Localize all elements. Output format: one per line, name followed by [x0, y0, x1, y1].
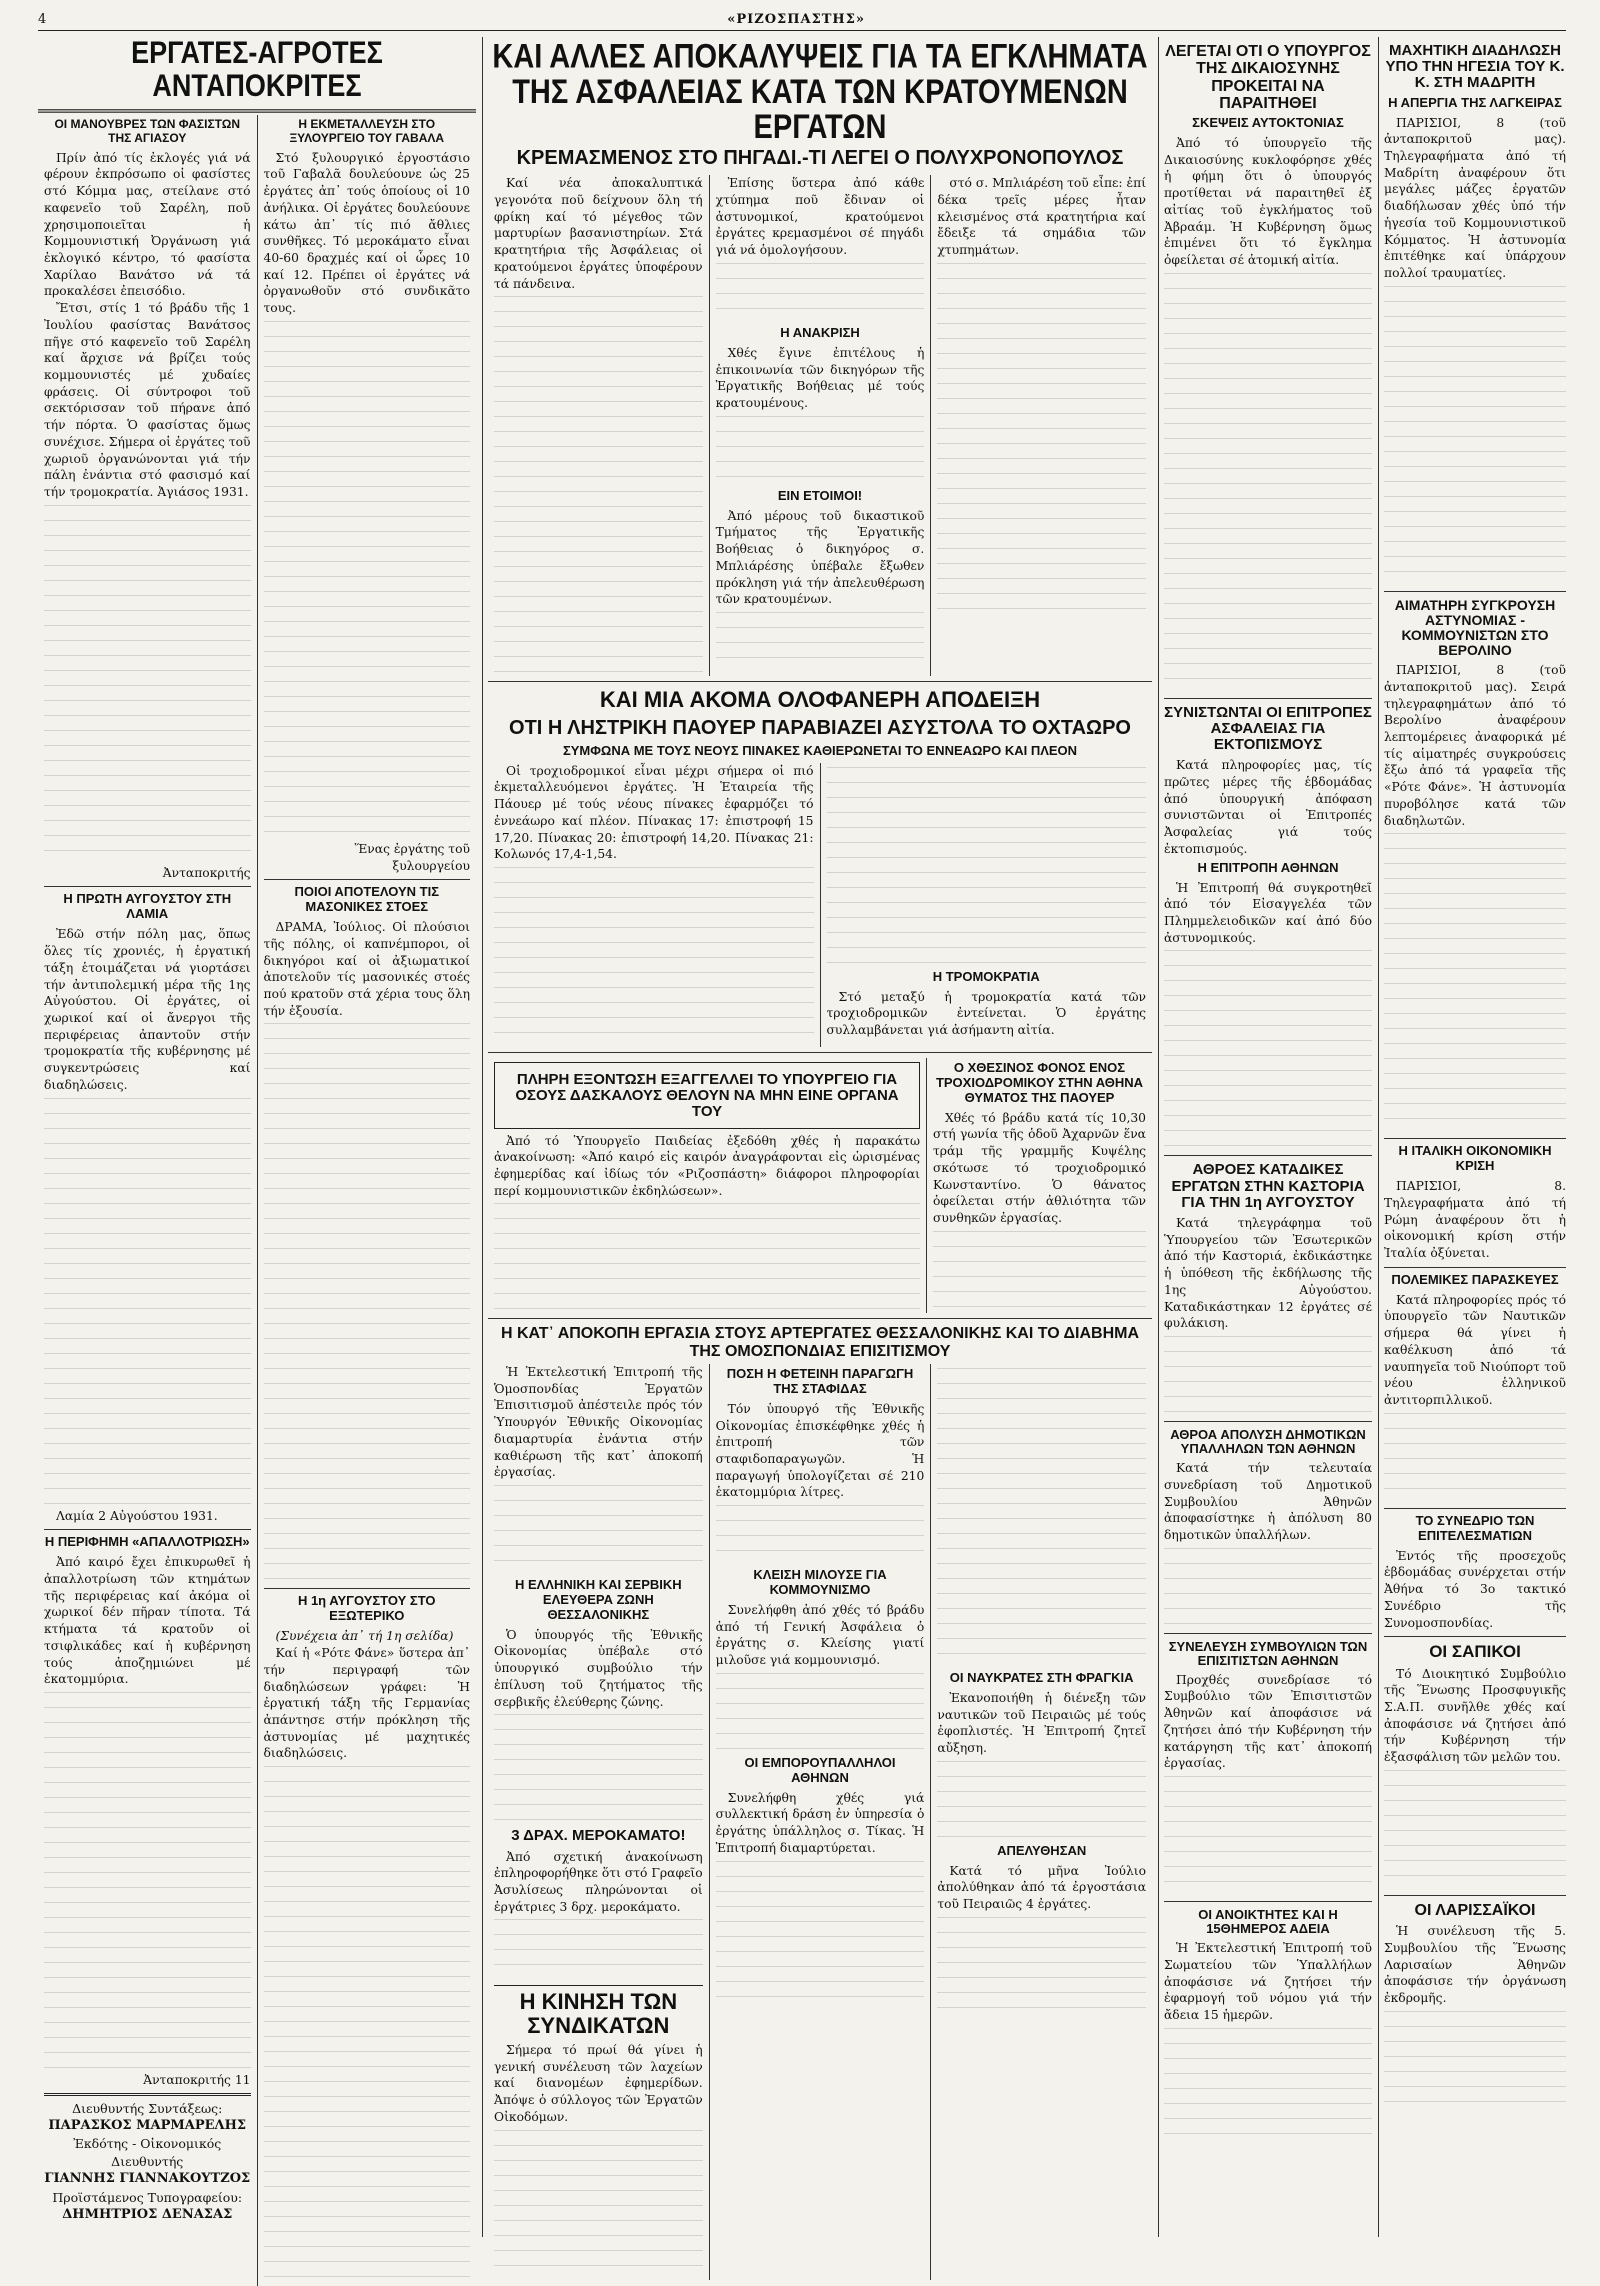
story-text: Κατά τηλεγράφημα τοῦ Ὑπουργείου τῶν Ἐσωτερικῶν ἀπό τήν Καστοριά, ἐκδικάστηκε ἡ ὑπόθεση τῆς ἐκδήλωσης τῆς 1ης Αὐγούστου. Καταδικάστηκαν 12 ἐργάτες σέ φυλάκιση. [1164, 1216, 1372, 1331]
story-text: Ἐντός τῆς προσεχοῦς ἑβδομάδας συνέρχεται στήν Ἀθήνα τό 3ο τακτικό Συνέδριο τῆς Συνομοσπονδίας. [1384, 1548, 1566, 1630]
story-text: ΠΑΡΙΣΙΟΙ, 8. Τηλεγραφήματα ἀπό τή Ρώμη ἀναφέρουν ὅτι ἡ οἰκονομική κρίση στήν Ἰταλία ὀξύνεται. [1384, 1179, 1566, 1261]
text-lines [44, 1098, 251, 1508]
credit-name: ΔΗΜΗΤΡΙΟΣ ΔΕΝΑΣΑΣ [62, 2207, 233, 2223]
page-number: 4 [38, 11, 47, 27]
story-title: Η ΤΡΟΜΟΚΡΑΤΙΑ [932, 968, 1040, 984]
story-text: Κατά πληροφορίες πρός τό ὑπουργεῖο τῶν Ναυτικῶν σήμερα θά γίνει ἡ καθέλκυση ἀπό τά ναυπηγεῖα τοῦ Νιούπορτ τοῦ νέου ἑλληνικοῦ ἀντιτορπιλλικοῦ. [1384, 1292, 1566, 1408]
correspondents-section [38, 37, 476, 2286]
story-subtitle: Η ΑΠΕΡΓΙΑ ΤΗΣ ΛΑΓΚΕΙΡΑΣ [1388, 94, 1562, 110]
story-title: ΑΘΡΟΕΣ ΚΑΤΑΔΙΚΕΣ ΕΡΓΑΤΩΝ ΣΤΗΝ ΚΑΣΤΟΡΙΑ ΓΙΑ ΤΗΝ 1η ΑΥΓΟΥΣΤΟΥ [1171, 1161, 1365, 1211]
section-subheadline: ΣΥΜΦΩΝΑ ΜΕ ΤΟΥΣ ΝΕΟΥΣ ΠΙΝΑΚΕΣ ΚΑΘΙΕΡΩΝΕΤΑΙ ΤΟ ΕΝΝΕΑΩΡΟ ΚΑΙ ΠΛΕΟΝ [562, 742, 1078, 758]
credit-name: ΠΑΡΑΣΚΟΣ ΜΑΡΜΑΡΕΛΗΣ [48, 2118, 247, 2134]
story-title: Η ΠΡΩΤΗ ΑΥΓΟΥΣΤΟΥ ΣΤΗ ΛΑΜΙΑ [63, 891, 232, 922]
story-text: Ἀπό τό ὑπουργεῖο τῆς Δικαιοσύνης κυκλοφόρησε χθές ἡ φήμη ὅτι ὁ ὑπουργός προτίθεται νά παραιτηθεῖ ἐξ αἰτίας τοῦ ἐγκλήματος τοῦ Ἀβραάμ. Ἡ Κυβέρνηση ὅμως ἐπιμένει ὅτι τό ἔγκλημα ὀφείλεται σέ ἀτομική αἰτία. [1164, 136, 1372, 268]
story-title: ΟΙ ΛΑΡΙΣΣΑΪΚΟΙ [1414, 1901, 1536, 1919]
byline: Λαμία 2 Αὐγούστου 1931. [56, 1508, 218, 1523]
credits [44, 2100, 251, 2225]
story-text: Κατά πληροφορίες μας, τίς πρῶτες μέρες τῆς ἑβδομάδας ἀπό ὑπουργική ἀπόφαση συνιστῶνται οἱ Ἐπιτροπές Ἀσφαλείας γιά τούς ἐκτοπισμούς. [1164, 758, 1372, 856]
story-title: 3 ΔΡΑΧ. ΜΕΡΟΚΑΜΑΤΟ! [511, 1827, 686, 1845]
story-subtitle: ΣΚΕΨΕΙΣ ΑΥΤΟΚΤΟΝΙΑΣ [1192, 115, 1344, 131]
story-title: ΕΙΝ ΕΤΟΙΜΟΙ! [777, 487, 863, 503]
story-title: ΟΙ ΜΑΝΟΥΒΡΕΣ ΤΩΝ ΦΑΣΙΣΤΩΝ ΤΗΣ ΑΓΙΑΣΟΥ [54, 117, 241, 145]
main-stories [488, 37, 1152, 2280]
story-title: Η ΠΕΡΙΦΗΜΗ «ΑΠΑΛΛΟΤΡΙΩΣΗ» [44, 1534, 250, 1550]
byline: Ἕνας ἐργάτης τοῦ ξυλουργείου [354, 841, 470, 873]
story-text: Προχθές συνεδρίασε τό Συμβούλιο τῶν Ἐπισιτιστῶν Ἀθηνῶν καί ἀποφάσισε νά ζητήσει ἀπό τήν Κυβέρνηση τήν κατάργηση τῆς κατ᾿ ἀποκοπή ἐργασίας. [1164, 1672, 1372, 1771]
story-title: Η ΚΑΤ᾿ ΑΠΟΚΟΠΗ ΕΡΓΑΣΙΑ ΣΤΟΥΣ ΑΡΤΕΡΓΑΤΕΣ ΘΕΣΣΑΛΟΝΙΚΗΣ ΚΑΙ ΤΟ ΔΙΑΒΗΜΑ ΤΗΣ ΟΜΟΣΠΟΝΔΙΑΣ ΕΠΙΣΙΤΙΣΜΟΥ [500, 1325, 1140, 1360]
column-4 [1164, 37, 1372, 2138]
masthead [38, 8, 1566, 31]
section-headline: ΚΑΙ ΜΙΑ ΑΚΟΜΑ ΟΛΟΦΑΝΕΡΗ ΑΠΟΔΕΙΞΗ [599, 687, 1041, 713]
story-title: Η 1η ΑΥΓΟΥΣΤΟΥ ΣΤΟ ΕΞΩΤΕΡΙΚΟ [297, 1593, 436, 1624]
story-title: ΑΘΡΟΑ ΑΠΟΛΥΣΗ ΔΗΜΟΤΙΚΩΝ ΥΠΑΛΛΗΛΩΝ ΤΩΝ ΑΘΗΝΩΝ [1170, 1427, 1366, 1457]
byline: Ἀνταποκριτής 11 [143, 2072, 251, 2087]
story-title: ΟΙ ΣΑΠΙΚΟΙ [1429, 1642, 1521, 1662]
story-title: Η ΚΙΝΗΣΗ ΤΩΝ ΣΥΝΔΙΚΑΤΩΝ [494, 1985, 703, 2038]
story-text: ΠΑΡΙΣΙΟΙ, 8 (τοῦ ἀνταποκριτοῦ μας). Σειρά τηλεγραφημάτων ἀπό τό Βερολίνο ἀναφέρουν λεπτομέρειες ἀναφορικά μέ τίς αἱματηρές συγκρούσεις ἔξω ἀπό τά γραφεῖα τῆς «Ρότε Φάνε». Ἡ ἀστυνομία πυροβόλησε κατά τῶν διαδηλωτῶν. [1384, 663, 1566, 828]
story-text: Χθές ἔγινε ἐπιτέλους ἡ ἐπικοινωνία τῶν δικηγόρων τῆς Ἐργατικῆς Βοήθειας μέ τούς κρατουμένους. [715, 345, 925, 411]
main-headline-1: ΚΑΙ ΑΛΛΕΣ ΑΠΟΚΑΛΥΨΕΙΣ ΓΙΑ ΤΑ ΕΓΚΛΗΜΑΤΑ [492, 37, 1148, 76]
story-text: ΠΑΡΙΣΙΟΙ, 8 (τοῦ ἀνταποκριτοῦ μας). Τηλεγραφήματα ἀπό τή Μαδρίτη ἀναφέρουν ὅτι μεγάλες μάζες ἐργατῶν διαδήλωσαν χθές ὑπό τήν ἡγεσία τοῦ Κομμουνιστικοῦ Κόμματος. Ἡ ἀστυνομία ἐπιτέθηκε καί ὑπάρχουν πολλοί τραυματίες. [1384, 115, 1566, 280]
story-text: Ἀπό τό Ὑπουργεῖο Παιδείας ἐξεδόθη χθές ἡ παρακάτω ἀνακοίνωση: «Ἀπό καιρό εἰς καιρόν ἀναγράφονται εἰς ὡρισμένας ἐφημερίδας καί ἰδίως τόν «Ριζοσπάστη» διάφοροι πληροφορίαι περί κομμουνιστικῶν ἐκδηλώσεων». [494, 1133, 920, 1198]
story-text: Ἔτσι, στίς 1 τό βράδυ τῆς 1 Ἰουλίου φασίστας Βανάτσος πῆγε στό καφενεῖο τοῦ Σαρέλη καί ἄρχισε νά βρίζει τούς κομμουνιστές μέ χυδαίες φράσεις. Οἱ σύντροφοι τοῦ σεκτόρισσαν τοῦ πήρανε ἀπό τήν πόρτα. Ὁ φασίστας ὅμως συνέχισε. Σήμερα οἱ ἐργάτες τοῦ χωριοῦ ὀργανώνονται γιά τήν πάλη ἐνάντια στό φασισμό καί τήν τρομοκρατία. Ἀγιάσος 1931. [44, 301, 251, 500]
story-title: ΑΙΜΑΤΗΡΗ ΣΥΓΚΡΟΥΣΗ ΑΣΤΥΝΟΜΙΑΣ - ΚΟΜΜΟΥΝΙΣΤΩΝ ΣΤΟ ΒΕΡΟΛΙΝΟ [1394, 596, 1556, 659]
story-title: ΜΑΧΗΤΙΚΗ ΔΙΑΔΗΛΩΣΗ ΥΠΟ ΤΗΝ ΗΓΕΣΙΑ ΤΟΥ Κ. Κ. ΣΤΗ ΜΑΔΡΙΤΗ [1385, 42, 1565, 92]
story-text: ΔΡΑΜΑ, Ἰούλιος. Οἱ πλούσιοι τῆς πόλης, οἱ καπνέμποροι, οἱ δικηγόροι καί οἱ ἀξιωματικοί ἀποτελοῦν τίς μασονικές στοές πού κρατοῦν στά χέρια τους ὅλη τήν ἐξουσία. [263, 920, 470, 1018]
story-title: Η ΕΚΜΕΤΑΛΛΕΥΣΗ ΣΤΟ ΞΥΛΟΥΡΓΕΙΟ ΤΟΥ ΓΑΒΑΛΑ [289, 117, 445, 145]
story-text: Συνελήφθη ἀπό χθές τό βράδυ ἀπό τή Γενική Ἀσφάλεια ὁ ἐργάτης σ. Κλείσης γιατί μιλοῦσε γιά κομμουνισμό. [715, 1602, 925, 1668]
text-lines [264, 1766, 471, 2286]
story-title: ΠΟΙΟΙ ΑΠΟΤΕΛΟΥΝ ΤΙΣ ΜΑΣΟΝΙΚΕΣ ΣΤΟΕΣ [294, 884, 440, 915]
text-lines [44, 505, 251, 865]
section-title: ΕΡΓΑΤΕΣ-ΑΓΡΟΤΕΣ ΑΝΤΑΠΟΚΡΙΤΕΣ [38, 37, 476, 113]
story-text: Ὁ ὑπουργός τῆς Ἐθνικῆς Οἰκονομίας ὑπέβαλε στό ὑπουργικό συμβούλιο τήν ἐπίλυση τοῦ ζητήματος τῆς σερβικῆς ἐλεύθερης ζώνης. [494, 1627, 703, 1709]
main-headline-2: ΤΗΣ ΑΣΦΑΛΕΙΑΣ ΚΑΤΑ ΤΩΝ ΚΡΑΤΟΥΜΕΝΩΝ ΕΡΓΑΤΩΝ [512, 72, 1128, 146]
story-title: ΠΟΛΕΜΙΚΕΣ ΠΑΡΑΣΚΕΥΕΣ [1391, 1271, 1559, 1287]
story-title: ΠΛΗΡΗ ΕΞΟΝΤΩΣΗ ΕΞΑΓΓΕΛΛΕΙ ΤΟ ΥΠΟΥΡΓΕΙΟ ΓΙΑ ΟΣΟΥΣ ΔΑΣΚΑΛΟΥΣ ΘΕΛΟΥΝ ΝΑ ΜΗΝ ΕΙΝΕ ΟΡΓΑΝΑ ΤΟΥ [515, 1070, 899, 1121]
story-text: Πρίν ἀπό τίς ἐκλογές γιά νά φέρουν ἐκπρόσωπο οἱ φασίστες στό Κόμμα μας, στείλανε στό καφενεῖο τοῦ Σαρέλη, ποῦ χρησιμοποιεῖται ἡ Κομμουνιστική Ὀργάνωση γιά ἐκλογικό κέντρο, τό φασίστα Χαρίλαο Βανάτσο νά τά προκαλέσει ἐπεισόδιο. [44, 150, 251, 299]
story-text: Ἡ Ἐκτελεστική Ἐπιτροπή τῆς Ὁμοσπονδίας Ἐργατῶν Ἐπισιτισμοῦ ἀπέστειλε πρός τόν Ὑπουργόν Ἐθνικῆς Οἰκονομίας διαμαρτυρία ἐνάντια στήν καθιέρωση τῆς κατ᾿ ἀποκοπή ἐργασίας. [494, 1364, 703, 1480]
credit-line: Διευθυντής Συντάξεως: [72, 2100, 223, 2116]
credit-line: Προϊστάμενος Τυπογραφείου: [52, 2189, 243, 2205]
story-text: Ἐδῶ στήν πόλη μας, ὅπως ὅλες τίς χρονιές, ἡ ἐργατική τάξη ἑτοιμάζεται νά γιορτάσει τήν ἀντιπολεμική μέρα τῆς 1ης Αὐγούστου. Οἱ ἐργάτες, οἱ χωρικοί καί οἱ ἄνεργοι τῆς περιφέρειας ἀπαντοῦν στήν τρομοκρατία τῆς κυβέρνησης μέ συγκεντρώσεις καί διαδηλώσεις. [44, 927, 251, 1092]
story-title: ΛΕΓΕΤΑΙ ΟΤΙ Ο ΥΠΟΥΡΓΟΣ ΤΗΣ ΔΙΚΑΙΟΣΥΝΗΣ ΠΡΟΚΕΙΤΑΙ ΝΑ ΠΑΡΑΙΤΗΘΕΙ [1165, 43, 1371, 112]
column-5 [1384, 37, 1566, 2111]
story-title: ΠΟΣΗ Η ΦΕΤΕΙΝΗ ΠΑΡΑΓΩΓΗ ΤΗΣ ΣΤΑΦΙΔΑΣ [726, 1365, 914, 1396]
text-lines [264, 321, 471, 841]
story-text: Ἀπό καιρό ἔχει ἐπικυρωθεῖ ἡ ἀπαλλοτρίωση τῶν κτημάτων τῆς περιφέρειας καί ἀκόμα οἱ χωρικοί δέν πῆραν τίποτα. Τά κτήματα τά κρατοῦν οἱ τσιφλικάδες καί ἡ κυβέρνηση τούς ἀποζημιώνει μέ ἑκατομμύρια. [44, 1555, 251, 1687]
column-1 [38, 115, 257, 2286]
section-headline: ΟΤΙ Η ΛΗΣΤΡΙΚΗ ΠΑΟΥΕΡ ΠΑΡΑΒΙΑΖΕΙ ΑΣΥΣΤΟΛΑ ΤΟ ΟΧΤΑΩΡΟ [509, 717, 1131, 740]
story-text: Στό ξυλουργικό ἐργοστάσιο τοῦ Γαβαλᾶ δουλεύουνε ὡς 25 ἐργάτες ἀπ᾿ τούς ὁποίους οἱ 10 ἀνήλικα. Οἱ ἐργάτες δουλεύουνε κάτω ἀπ᾿ τίς πιό ἄθλιες συνθῆκες. Τό μεροκάματο εἶναι 40-60 δραχμές καί οἱ ὧρες 10 καί 12. Πρέπει οἱ ἐργάτες νά ὀργανωθοῦν στό συνδικᾶτο τους. [263, 150, 470, 316]
story-text: Ἀπό μέρους τοῦ δικαστικοῦ Τμήματος τῆς Ἐργατικῆς Βοήθειας ὁ δικηγόρος σ. Μπλιάρέσης ὑπέβαλε ἔξωθεν πρόκληση γιά τήν ἀπελευθέρωση τῶν κρατουμένων. [715, 508, 925, 607]
story-text: Συνελήφθη χθές γιά συλλεκτική δράση ἐν ὑπηρεσία ὁ ἐργάτης ὑπάλληλος σ. Τίκας. Ἡ Ἐπιτροπή διαμαρτύρεται. [715, 1790, 925, 1855]
story-text: Τό Διοικητικό Συμβούλιο τῆς Ἕνωσης Προσφυγικῆς Σ.Α.Π. συνῆλθε χθές καί ἀποφάσισε νά ζητήσει ἀπό τήν Κυβέρνηση τήν ἐξασφάλιση τῶν μελῶν του. [1384, 1666, 1566, 1765]
story-text: Ἡ συνέλευση τῆς 5. Συμβουλίου τῆς Ἕνωσης Λαρισαίων Ἀθηνῶν ἀποφάσισε τήν ὀργάνωση ἐκδρομῆς. [1384, 1924, 1566, 2006]
story-text: Ἡ Ἐκτελεστική Ἐπιτροπή τοῦ Σωματείου τῶν Ὑπαλλήλων ἀποφάσισε νά ζητήσει τήν ἐφαρμογή τοῦ νόμου γιά τήν ἄδεια 15 ἡμερῶν. [1164, 1941, 1372, 2022]
story-title: ΑΠΕΛΥΘΗΣΑΝ [997, 1842, 1087, 1858]
story-text: Ἀπό σχετική ἀνακοίνωση ἐπληροφορήθηκε ὅτι στό Γραφεῖο Ἀσυλίσεως πληρώνονται οἱ ἐργάτριες 3 δρχ. μεροκάματο. [494, 1849, 703, 1914]
text-lines [44, 1692, 251, 2072]
story-text: Καί νέα ἀποκαλυπτικά γεγονότα ποῦ δείχνουν ὅλη τή φρίκη καί τό μέγεθος τῶν μαρτυρίων βασανιστηρίων. Στά κρατητήρια τῆς Ἀσφάλειας οἱ κρατούμενοι ἐργάτες ὑποφέρουν τά πάνδεινα. [494, 176, 703, 291]
story-title: ΚΛΕΙΣΗ ΜΙΛΟΥΣΕ ΓΙΑ ΚΟΜΜΟΥΝΙΣΜΟ [753, 1567, 887, 1598]
story-lead: (Συνέχεια ἀπ᾿ τή 1η σελίδα) [275, 1629, 454, 1644]
byline: Ἀνταποκριτής [162, 865, 251, 880]
story-subtitle: Η ΕΠΙΤΡΟΠΗ ΑΘΗΝΩΝ [1197, 859, 1339, 875]
columns-grid [38, 37, 1566, 2237]
story-text: Κατά τήν τελευταία συνεδρίαση τοῦ Δημοτικοῦ Συμβουλίου Ἀθηνῶν ἀποφασίστηκε ἡ ἀπόλυση 80 δημοτικῶν ὑπαλλήλων. [1164, 1461, 1372, 1542]
story-text: Χθές τό βράδυ κατά τίς 10,30 στή γωνία τῆς ὁδοῦ Ἀχαρνῶν ἕνα τράμ τῆς γραμμῆς Κυψέλης σκότωσε τό τροχιοδρομικό Κωνσταντίνο. Ὁ θάνατος ὀφείλεται στήν ἀθλιότητα τῶν συνθηκῶν ἐργασίας. [933, 1110, 1146, 1226]
main-subheadline: ΚΡΕΜΑΣΜΕΝΟΣ ΣΤΟ ΠΗΓΑΔΙ.-ΤΙ ΛΕΓΕΙ Ο ΠΟΛΥΧΡΟΝΟΠΟΥΛΟΣ [516, 146, 1124, 169]
column-2 [257, 115, 477, 2286]
story-title: Η ΙΤΑΛΙΚΗ ΟΙΚΟΝΟΜΙΚΗ ΚΡΙΣΗ [1398, 1143, 1552, 1174]
story-text: Ἡ Ἐπιτροπή θά συγκροτηθεῖ ἀπό τόν Εἰσαγγελέα τῶν Πλημμελειοδικῶν καί ἀπό δύο ἀστυνομικούς. [1164, 880, 1372, 945]
story-title: Ο ΧΘΕΣΙΝΟΣ ΦΟΝΟΣ ΕΝΟΣ ΤΡΟΧΙΟΔΡΟΜΙΚΟΥ ΣΤΗΝ ΑΘΗΝΑ ΘΥΜΑΤΟΣ ΤΗΣ ΠΑΟΥΕΡ [935, 1059, 1144, 1105]
text-lines [264, 1023, 471, 1583]
story-text: Οἱ τροχιοδρομικοί εἶναι μέχρι σήμερα οἱ πιό ἐκμεταλλευόμενοι ἐργάτες. Ἡ Ἑταιρεία τῆς Πάουερ μέ τούς νέους πίνακες ἐφαρμόζει τό ἐννεάωρο καί πλέον. Πίνακας 17: ἐπιστροφή 15 17,20. Πίνακας 20: ἐπιστροφή 14,20. Πίνακας 21: Κολωνός 17,4-1,54. [494, 763, 814, 862]
story-text: στό σ. Μπλιάρέση τοῦ εἶπε: ἐπί δέκα τρεῖς μέρες ἦταν κλεισμένος στά κρατητήρια καί ἔδειξε τά σημάδια τῶν χτυπημάτων. [937, 176, 1147, 258]
story-text: Τόν ὑπουργό τῆς Ἐθνικῆς Οἰκονομίας ἐπισκέφθηκε χθές ἡ ἐπιτροπή τῶν σταφιδοπαραγωγῶν. Ἡ παραγωγή ὑπολογίζεται σέ 210 ἑκατομμύρια λίτρες. [715, 1401, 925, 1500]
story-title: Η ΑΝΑΚΡΙΣΗ [780, 324, 860, 340]
story-title: ΟΙ ΝΑΥΚΡΑΤΕΣ ΣΤΗ ΦΡΑΓΚΙΑ [949, 1669, 1134, 1685]
story-title: ΣΥΝΕΛΕΥΣΗ ΣΥΜΒΟΥΛΙΩΝ ΤΩΝ ΕΠΙΣΙΤΙΣΤΩΝ ΑΘΗΝΩΝ [1168, 1638, 1368, 1668]
story-text: Στό μεταξύ ἡ τρομοκρατία κατά τῶν τροχιοδρομικῶν ἐντείνεται. Ὁ ἐργάτης συλλαμβάνεται γιά ἀσήμαντη αἰτία. [826, 989, 1146, 1038]
story-title: ΣΥΝΙΣΤΩΝΤΑΙ ΟΙ ΕΠΙΤΡΟΠΕΣ ΑΣΦΑΛΕΙΑΣ ΓΙΑ ΕΚΤΟΠΙΣΜΟΥΣ [1164, 703, 1372, 754]
credit-name: ΓΙΑΝΝΗΣ ΓΙΑΝΝΑΚΟΥΤΖΟΣ [44, 2171, 251, 2187]
story-text: Κατά τό μῆνα Ἰούλιο ἀπολύθηκαν ἀπό τά ἐργοστάσια τοῦ Πειραιῶς 4 ἐργάτες. [937, 1863, 1147, 1912]
story-title: ΤΟ ΣΥΝΕΔΡΙΟ ΤΩΝ ΕΠΙΤΕΛΕΣΜΑΤΙΩΝ [1415, 1512, 1535, 1543]
story-title: ΟΙ ΑΝΟΙΚΤΗΤΕΣ ΚΑΙ Η 15ΘΗΜΕΡΟΣ ΑΔΕΙΑ [1198, 1907, 1338, 1937]
story-text: Ἐκανοποιήθη ἡ διένεξη τῶν ναυτικῶν τοῦ Πειραιῶς μέ τούς ἐφοπλιστές. Ἡ Ἐπιτροπή ζητεῖ αὔξηση. [937, 1690, 1147, 1756]
story-title: ΟΙ ΕΜΠΟΡΟΥΠΑΛΛΗΛΟΙ ΑΘΗΝΩΝ [744, 1754, 896, 1785]
story-title: Η ΕΛΛΗΝΙΚΗ ΚΑΙ ΣΕΡΒΙΚΗ ΕΛΕΥΘΕΡΑ ΖΩΝΗ ΘΕΣΣΑΛΟΝΙΚΗΣ [514, 1576, 682, 1622]
story-text: Σήμερα τό πρωί θά γίνει ἡ γενική συνέλευση τῶν λαχείων καί διανομέων ἐφημερίδων. Ἀπόψε ὁ σύλλογος τῶν Ἐργατῶν Οἰκοδόμων. [494, 2042, 703, 2124]
credit-line: Ἐκδότης - Οἰκονομικός Διευθυντής [73, 2136, 222, 2169]
paper-name: «ΡΙΖΟΣΠΑΣΤΗΣ» [727, 11, 866, 27]
story-text: Ἐπίσης ὕστερα ἀπό κάθε χτύπημα ποῦ ἔδιναν οἱ ἀστυνομικοί, κρατούμενοι ἐργάτες κρεμασμένοι σέ πηγάδι γιά νά ὁμολογήσουν. [715, 176, 925, 258]
story-text: Καί ἡ «Ρότε Φάνε» ὕστερα ἀπ᾿ τήν περιγραφή τῶν διαδηλώσεων γράφει: Ἡ ἐργατική τάξη τῆς Γερμανίας ἀπάντησε στήν πρόκληση τῆς ἀστυνομίας μέ μαχητικές διαδηλώσεις. [263, 1646, 470, 1761]
